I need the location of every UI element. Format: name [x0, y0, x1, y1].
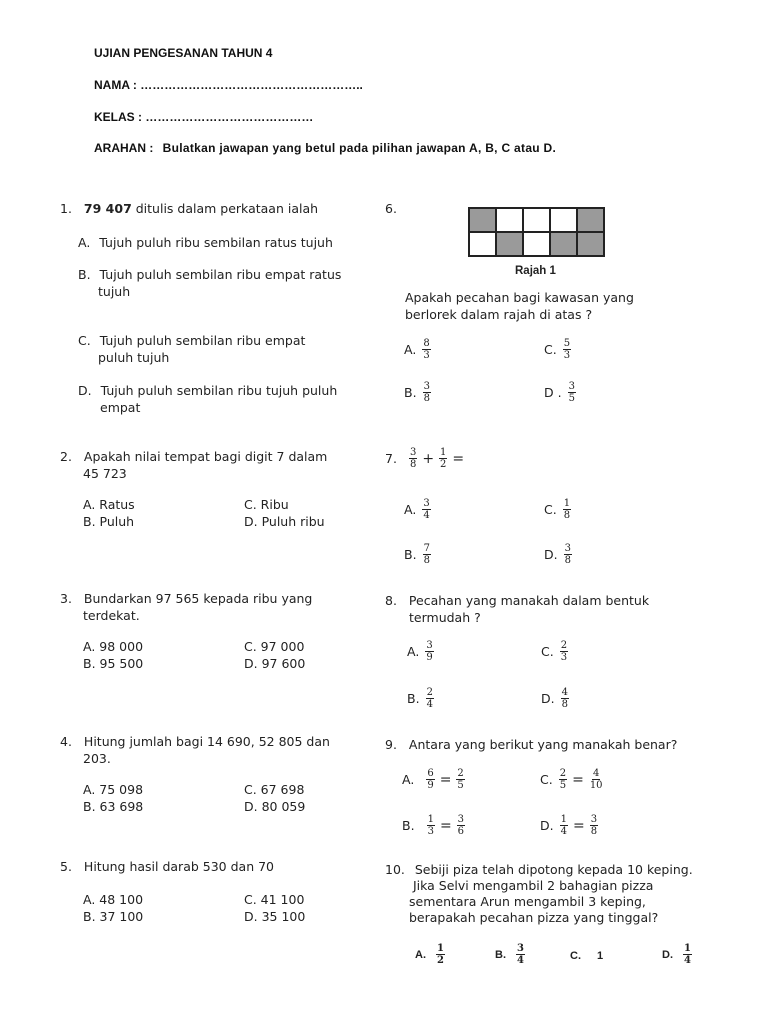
denominator: 5 [457, 780, 464, 791]
question-text: Hitung hasil darab 530 dan 70 [83, 859, 274, 874]
numerator: 3 [423, 381, 430, 392]
numerator: 2 [560, 640, 568, 651]
instructions [94, 141, 556, 155]
question-number: 5. [60, 859, 72, 874]
equals-sign: = [452, 450, 465, 467]
numerator: 1 [440, 447, 447, 458]
fraction [457, 814, 465, 837]
equals-sign: = [572, 817, 585, 834]
fraction [426, 768, 434, 791]
numerator: 2 [457, 768, 464, 779]
option-value: 1 [597, 950, 604, 962]
option-label: A. [404, 502, 417, 517]
q3-option-a[interactable]: A. 98 000 [83, 639, 144, 654]
grid-cell-blank [523, 208, 550, 232]
question-text: Pecahan yang manakah dalam bentuk [408, 593, 650, 608]
exam-title: UJIAN PENGESANAN TAHUN 4 [94, 46, 273, 60]
q10-option-b[interactable] [495, 943, 525, 966]
question-4 [60, 733, 330, 767]
fraction [559, 768, 567, 791]
denominator: 9 [426, 652, 433, 663]
fraction [423, 381, 431, 404]
fraction [561, 687, 569, 710]
question-number-bold: 79 407 [83, 201, 132, 216]
numerator: 4 [561, 687, 568, 698]
grid-cell-shaded [550, 232, 577, 256]
grid-cell-blank [550, 208, 577, 232]
option-label: B. [404, 547, 417, 562]
q4-option-d[interactable]: D. 80 059 [244, 799, 306, 814]
q5-option-d[interactable]: D. 35 100 [244, 909, 306, 924]
q8-option-b[interactable] [407, 687, 434, 710]
question-1 [60, 200, 318, 217]
denominator: 8 [590, 826, 598, 837]
rajah-1-grid [468, 207, 605, 257]
denominator: 2 [440, 459, 447, 470]
q7-option-d[interactable] [544, 543, 572, 566]
option-label: A. [402, 772, 415, 787]
q10-option-c[interactable] [570, 950, 603, 962]
grid-cell-shaded [496, 232, 523, 256]
option-label: D . [544, 385, 562, 400]
question-text: berapakah pecahan pizza yang tinggal? [409, 910, 659, 925]
denominator: 10 [589, 780, 603, 791]
question-7 [385, 447, 469, 470]
question-9 [385, 736, 677, 753]
grid-cell-shaded [577, 208, 604, 232]
denominator: 8 [409, 459, 417, 470]
fraction [683, 943, 692, 966]
q7-option-c[interactable] [544, 498, 571, 521]
option-label: D. [78, 383, 92, 398]
numerator: 3 [426, 640, 433, 651]
q6-option-a[interactable] [404, 338, 431, 361]
denominator: 8 [423, 393, 430, 404]
denominator: 5 [559, 780, 567, 791]
question-8 [385, 592, 649, 626]
option-label: A. [78, 235, 91, 250]
numerator: 1 [437, 943, 444, 954]
numerator: 2 [426, 687, 433, 698]
question-text: 45 723 [83, 466, 127, 481]
fraction [427, 814, 435, 837]
q7-option-b[interactable] [404, 543, 431, 566]
numerator: 3 [568, 381, 575, 392]
grid-cell-blank [496, 208, 523, 232]
question-text: termudah ? [409, 610, 481, 625]
option-label: C. [570, 950, 581, 962]
numerator: 1 [563, 498, 571, 509]
question-text: 203. [83, 751, 111, 766]
question-number: 8. [385, 593, 397, 608]
fraction [425, 640, 433, 663]
numerator: 5 [563, 338, 571, 349]
option-label: A. [407, 644, 420, 659]
q8-option-a[interactable] [407, 640, 434, 663]
option-label: B. [402, 818, 415, 833]
denominator: 3 [423, 350, 430, 361]
question-text: Hitung jumlah bagi 14 690, 52 805 dan [83, 734, 330, 749]
question-number: 1. [60, 201, 72, 216]
q1-option-b[interactable] [78, 266, 341, 300]
question-number: 3. [60, 591, 72, 606]
fraction [423, 543, 431, 566]
denominator: 8 [563, 510, 571, 521]
denominator: 3 [560, 652, 568, 663]
denominator: 3 [427, 826, 434, 837]
q4-option-a[interactable]: A. 75 098 [83, 782, 144, 797]
q9-option-d[interactable] [540, 814, 598, 837]
denominator: 8 [561, 699, 568, 710]
q1-option-d[interactable] [78, 382, 337, 416]
denominator: 4 [684, 955, 691, 966]
denominator: 8 [564, 555, 571, 566]
instructions-label: ARAHAN : [94, 141, 154, 155]
denominator: 4 [517, 955, 524, 966]
option-label: C. [541, 644, 554, 659]
numerator: 3 [423, 498, 430, 509]
option-label: D. [541, 691, 555, 706]
option-label: D. [540, 818, 554, 833]
numerator: 1 [560, 814, 567, 825]
question-text: Sebiji piza telah dipotong kepada 10 keping. [414, 862, 693, 877]
denominator: 8 [423, 555, 430, 566]
q3-option-d[interactable]: D. 97 600 [244, 656, 306, 671]
q3-option-c[interactable]: C. 97 000 [244, 639, 305, 654]
question-number: 7. [385, 451, 397, 466]
numerator: 3 [517, 943, 524, 954]
numerator: 8 [423, 338, 430, 349]
numerator: 3 [457, 814, 465, 825]
option-text: tujuh [98, 284, 131, 299]
q9-option-b[interactable] [402, 814, 465, 837]
fraction [568, 381, 576, 404]
option-label: D. [544, 547, 558, 562]
q7-option-a[interactable] [404, 498, 431, 521]
question-text: Jika Selvi mengambil 2 bahagian pizza [413, 878, 654, 893]
fraction [409, 447, 417, 470]
grid-cell-blank [523, 232, 550, 256]
q5-option-a[interactable]: A. 48 100 [83, 892, 144, 907]
option-label: B. [78, 267, 91, 282]
fraction [439, 447, 447, 470]
fraction [589, 768, 604, 791]
figure-caption: Rajah 1 [515, 265, 556, 277]
option-label: B. [407, 691, 420, 706]
q9-option-c[interactable] [540, 768, 604, 791]
option-text: Tujuh puluh sembilan ribu empat ratus [99, 267, 342, 282]
q2-option-c[interactable]: C. Ribu [244, 497, 289, 512]
question-3 [60, 590, 312, 624]
denominator: 2 [437, 955, 444, 966]
numerator: 3 [564, 543, 571, 554]
q6-option-b[interactable] [404, 381, 431, 404]
fraction [563, 338, 571, 361]
question-text: Apakah pecahan bagi kawasan yang [405, 290, 634, 305]
question-text: berlorek dalam rajah di atas ? [405, 307, 593, 322]
grid-cell-blank [469, 232, 496, 256]
numerator: 2 [559, 768, 567, 779]
option-label: C. [544, 342, 557, 357]
q5-option-b[interactable]: B. 37 100 [83, 909, 144, 924]
instructions-text: Bulatkan jawapan yang betul pada pilihan jawapan A, B, C atau D. [162, 141, 557, 155]
equals-sign: = [439, 817, 452, 834]
option-label: C. [544, 502, 557, 517]
q4-option-c[interactable]: C. 67 698 [244, 782, 305, 797]
fraction [560, 814, 568, 837]
question-text: ditulis dalam perkataan ialah [135, 201, 319, 216]
fraction [560, 640, 568, 663]
q2-option-a[interactable]: A. Ratus [83, 497, 135, 512]
option-text: Tujuh puluh sembilan ribu tujuh puluh [100, 383, 338, 398]
equals-sign: = [572, 771, 584, 788]
fraction [436, 943, 445, 966]
fraction [564, 543, 572, 566]
q10-option-a[interactable] [415, 943, 445, 966]
denominator: 6 [457, 826, 465, 837]
option-label: D. [662, 948, 673, 961]
fraction [590, 814, 598, 837]
option-label: B. [404, 385, 417, 400]
fraction [422, 338, 430, 361]
q1-option-c[interactable] [78, 332, 305, 366]
question-6-number: 6. [385, 201, 397, 216]
class-field: KELAS : …………………………………… [94, 110, 314, 124]
denominator: 3 [563, 350, 571, 361]
question-10 [385, 862, 693, 926]
q6-option-c[interactable] [544, 338, 571, 361]
q9-option-a[interactable] [402, 768, 465, 791]
q2-option-d[interactable]: D. Puluh ribu [244, 514, 325, 529]
question-text: terdekat. [83, 608, 140, 623]
option-text: Tujuh puluh ribu sembilan ratus tujuh [99, 235, 333, 250]
numerator: 7 [423, 543, 430, 554]
option-text: puluh tujuh [98, 350, 170, 365]
numerator: 4 [592, 768, 600, 779]
option-label: A. [404, 342, 417, 357]
numerator: 6 [427, 768, 434, 779]
question-number: 9. [385, 737, 397, 752]
question-number: 10. [385, 862, 405, 877]
q2-option-b[interactable]: B. Puluh [83, 514, 135, 529]
q6-option-d[interactable] [544, 381, 576, 404]
numerator: 1 [684, 943, 691, 954]
question-text: Apakah nilai tempat bagi digit 7 dalam [83, 449, 328, 464]
grid-cell-shaded [469, 208, 496, 232]
option-text: empat [100, 400, 141, 415]
option-label: A. [415, 948, 426, 961]
q1-option-a[interactable] [78, 234, 333, 251]
option-label: C. [78, 333, 91, 348]
denominator: 4 [560, 826, 567, 837]
question-6-text [405, 289, 634, 323]
grid-cell-shaded [577, 232, 604, 256]
q5-option-c[interactable]: C. 41 100 [244, 892, 305, 907]
q8-option-d[interactable] [541, 687, 569, 710]
question-2 [60, 448, 327, 482]
fraction [563, 498, 571, 521]
question-text: Antara yang berikut yang manakah benar? [408, 737, 678, 752]
fraction [456, 768, 464, 791]
fraction [516, 943, 525, 966]
name-field: NAMA : ……………………………………………….. [94, 78, 363, 92]
question-text: Bundarkan 97 565 kepada ribu yang [83, 591, 313, 606]
option-text: Tujuh puluh sembilan ribu empat [99, 333, 306, 348]
question-number: 4. [60, 734, 72, 749]
fraction [426, 687, 434, 710]
q10-option-d[interactable] [662, 943, 692, 966]
numerator: 1 [427, 814, 434, 825]
numerator: 3 [590, 814, 598, 825]
q8-option-c[interactable] [541, 640, 568, 663]
plus-sign: + [422, 450, 435, 467]
option-label: C. [540, 772, 553, 787]
denominator: 5 [568, 393, 575, 404]
equals-sign: = [439, 771, 452, 788]
question-5 [60, 858, 274, 875]
numerator: 3 [409, 447, 417, 458]
q4-option-b[interactable]: B. 63 698 [83, 799, 144, 814]
denominator: 4 [426, 699, 433, 710]
question-text: sementara Arun mengambil 3 keping, [409, 894, 646, 909]
denominator: 4 [423, 510, 430, 521]
denominator: 9 [427, 780, 434, 791]
fraction [422, 498, 430, 521]
option-label: B. [495, 948, 506, 961]
question-number: 2. [60, 449, 72, 464]
q3-option-b[interactable]: B. 95 500 [83, 656, 144, 671]
